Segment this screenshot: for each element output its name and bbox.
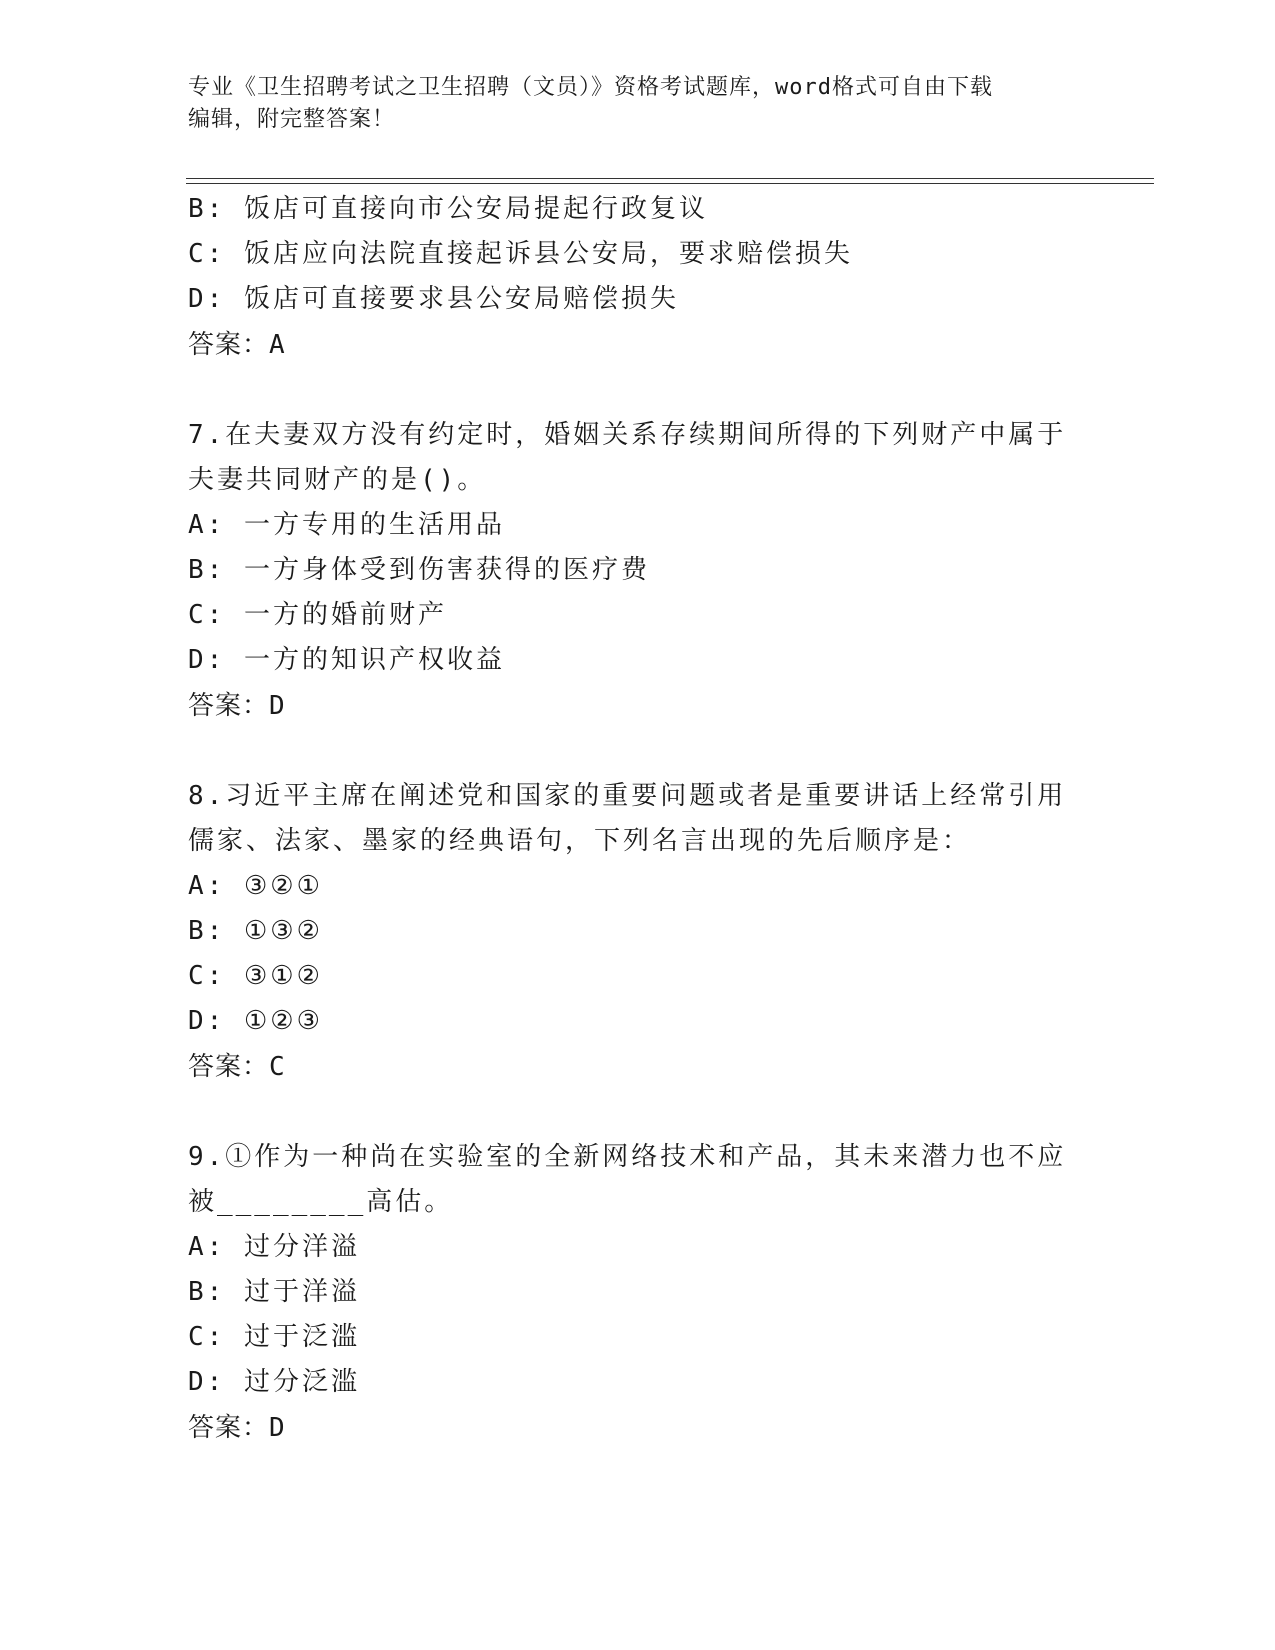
- q8-stem-line-2: 儒家、法家、墨家的经典语句，下列名言出现的先后顺序是：: [188, 826, 972, 856]
- q8-option-d: D: ①②③: [188, 1006, 323, 1036]
- header-rule-top: [186, 178, 1154, 179]
- q9-stem-line-1: 9.①作为一种尚在实验室的全新网络技术和产品，其未来潜力也不应: [188, 1142, 1067, 1172]
- q8-stem-line-1: 8.习近平主席在阐述党和国家的重要问题或者是重要讲话上经常引用: [188, 781, 1067, 811]
- q9-stem-line-2: 被________高估。: [188, 1187, 454, 1217]
- q7-option-d: D: 一方的知识产权收益: [188, 645, 505, 675]
- q9-option-b: B: 过于洋溢: [188, 1277, 360, 1307]
- q8-answer-label: 答案：: [188, 1052, 270, 1082]
- q6-option-b: B: 饭店可直接向市公安局提起行政复议: [188, 194, 708, 224]
- q8-answer-value: C: [269, 1052, 286, 1082]
- q9-answer-value: D: [269, 1413, 286, 1443]
- q7-answer: [188, 689, 286, 723]
- header-line-2: 编辑，附完整答案！: [188, 107, 396, 132]
- q7-stem-line-2: 夫妻共同财产的是()。: [188, 465, 487, 495]
- q8-option-a: A: ③②①: [188, 871, 323, 901]
- q7-option-c: C: 一方的婚前财产: [188, 600, 447, 630]
- q6-answer: [188, 328, 286, 362]
- q8-answer: [188, 1050, 286, 1084]
- q9-option-c: C: 过于泛滥: [188, 1322, 360, 1352]
- q7-option-b: B: 一方身体受到伤害获得的医疗费: [188, 555, 650, 585]
- q7-option-a: A: 一方专用的生活用品: [188, 510, 505, 540]
- q6-answer-value: A: [269, 330, 286, 360]
- q8-option-b: B: ①③②: [188, 916, 323, 946]
- q8-option-c: C: ③①②: [188, 961, 323, 991]
- q6-option-c: C: 饭店应向法院直接起诉县公安局，要求赔偿损失: [188, 239, 853, 269]
- q9-answer-label: 答案：: [188, 1413, 270, 1443]
- q6-answer-label: 答案：: [188, 330, 270, 360]
- q9-option-d: D: 过分泛滥: [188, 1367, 360, 1397]
- header-rule-bottom: [186, 183, 1154, 184]
- q7-answer-label: 答案：: [188, 691, 270, 721]
- q6-option-d: D: 饭店可直接要求县公安局赔偿损失: [188, 284, 679, 314]
- q9-option-a: A: 过分洋溢: [188, 1232, 360, 1262]
- document-header: [188, 72, 1068, 136]
- q7-stem-line-1: 7.在夫妻双方没有约定时，婚姻关系存续期间所得的下列财产中属于: [188, 420, 1067, 450]
- q7-answer-value: D: [269, 691, 286, 721]
- header-line-1: 专业《卫生招聘考试之卫生招聘（文员）》资格考试题库，word格式可自由下载: [188, 75, 993, 100]
- q9-answer: [188, 1411, 286, 1445]
